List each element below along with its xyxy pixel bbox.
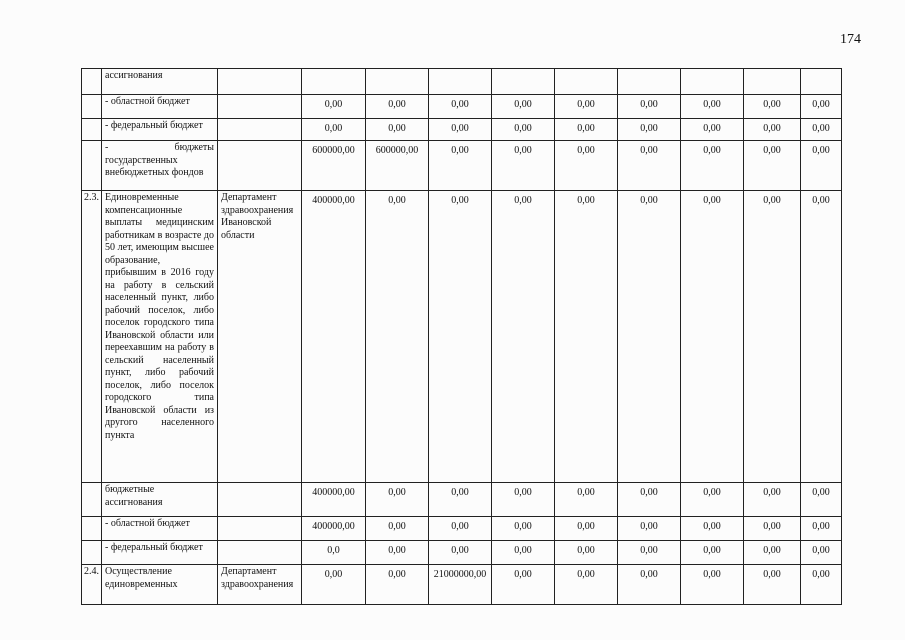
value-cell: 0,00 bbox=[555, 565, 618, 605]
value-cell bbox=[429, 69, 492, 95]
row-label-cell: - федеральный бюджет bbox=[102, 541, 218, 565]
table-row bbox=[82, 191, 842, 483]
value-cell bbox=[681, 69, 744, 95]
value-cell: 0,00 bbox=[801, 483, 842, 517]
department-cell: Департамент здравоохранения bbox=[218, 565, 302, 605]
value-cell: 0,00 bbox=[618, 119, 681, 141]
table-row bbox=[82, 141, 842, 191]
value-cell: 0,00 bbox=[618, 141, 681, 191]
row-number-cell: 2.4. bbox=[82, 565, 102, 605]
value-cell: 0,00 bbox=[429, 517, 492, 541]
row-label-cell: ассигнования bbox=[102, 69, 218, 95]
value-cell: 0,00 bbox=[366, 565, 429, 605]
value-cell: 0,00 bbox=[618, 541, 681, 565]
value-cell: 0,00 bbox=[492, 191, 555, 483]
table-row bbox=[82, 483, 842, 517]
value-cell: 0,00 bbox=[618, 191, 681, 483]
value-cell: 0,00 bbox=[801, 541, 842, 565]
value-cell: 0,00 bbox=[801, 191, 842, 483]
value-cell: 0,00 bbox=[555, 141, 618, 191]
table-row bbox=[82, 517, 842, 541]
budget-table bbox=[81, 68, 842, 605]
department-cell bbox=[218, 483, 302, 517]
department-cell bbox=[218, 541, 302, 565]
value-cell: 0,00 bbox=[801, 141, 842, 191]
value-cell: 0,00 bbox=[366, 191, 429, 483]
value-cell: 0,00 bbox=[429, 191, 492, 483]
value-cell: 0,00 bbox=[555, 517, 618, 541]
value-cell: 0,00 bbox=[681, 517, 744, 541]
value-cell: 0,00 bbox=[681, 95, 744, 119]
value-cell: 0,00 bbox=[492, 565, 555, 605]
row-number-cell bbox=[82, 483, 102, 517]
value-cell: 0,00 bbox=[744, 119, 801, 141]
row-number-cell bbox=[82, 541, 102, 565]
value-cell: 0,00 bbox=[555, 119, 618, 141]
value-cell bbox=[302, 69, 366, 95]
department-cell bbox=[218, 95, 302, 119]
value-cell: 0,00 bbox=[492, 517, 555, 541]
value-cell: 0,00 bbox=[618, 95, 681, 119]
value-cell: 600000,00 bbox=[366, 141, 429, 191]
value-cell: 0,00 bbox=[366, 483, 429, 517]
value-cell: 0,00 bbox=[744, 565, 801, 605]
row-number-cell bbox=[82, 141, 102, 191]
value-cell: 0,00 bbox=[429, 95, 492, 119]
value-cell: 0,00 bbox=[681, 483, 744, 517]
value-cell: 0,00 bbox=[492, 483, 555, 517]
value-cell bbox=[366, 69, 429, 95]
value-cell bbox=[801, 69, 842, 95]
row-number-cell: 2.3. bbox=[82, 191, 102, 483]
value-cell: 0,00 bbox=[555, 191, 618, 483]
value-cell: 0,00 bbox=[366, 95, 429, 119]
value-cell: 0,00 bbox=[366, 541, 429, 565]
value-cell: 0,00 bbox=[366, 119, 429, 141]
department-cell bbox=[218, 141, 302, 191]
value-cell: 0,00 bbox=[618, 517, 681, 541]
table-row bbox=[82, 119, 842, 141]
value-cell: 0,00 bbox=[555, 541, 618, 565]
value-cell: 0,00 bbox=[744, 191, 801, 483]
row-label-cell: - областной бюджет bbox=[102, 95, 218, 119]
value-cell: 0,00 bbox=[801, 517, 842, 541]
value-cell: 0,00 bbox=[744, 483, 801, 517]
department-cell bbox=[218, 69, 302, 95]
value-cell: 0,00 bbox=[681, 141, 744, 191]
value-cell: 0,00 bbox=[492, 95, 555, 119]
value-cell: 0,00 bbox=[618, 483, 681, 517]
row-number-cell bbox=[82, 119, 102, 141]
value-cell: 0,00 bbox=[681, 541, 744, 565]
row-number-cell bbox=[82, 69, 102, 95]
table-row bbox=[82, 95, 842, 119]
value-cell: 0,0 bbox=[302, 541, 366, 565]
table-row bbox=[82, 541, 842, 565]
value-cell: 400000,00 bbox=[302, 191, 366, 483]
value-cell: 0,00 bbox=[492, 141, 555, 191]
row-label-cell: - областной бюджет bbox=[102, 517, 218, 541]
value-cell: 0,00 bbox=[429, 483, 492, 517]
table-row bbox=[82, 69, 842, 95]
value-cell: 21000000,00 bbox=[429, 565, 492, 605]
row-number-cell bbox=[82, 95, 102, 119]
value-cell: 0,00 bbox=[555, 483, 618, 517]
value-cell: 0,00 bbox=[744, 517, 801, 541]
value-cell: 0,00 bbox=[429, 141, 492, 191]
value-cell: 0,00 bbox=[801, 565, 842, 605]
value-cell: 0,00 bbox=[429, 119, 492, 141]
value-cell bbox=[744, 69, 801, 95]
value-cell bbox=[618, 69, 681, 95]
table-row bbox=[82, 565, 842, 605]
value-cell bbox=[492, 69, 555, 95]
value-cell: 0,00 bbox=[302, 565, 366, 605]
value-cell: 0,00 bbox=[366, 517, 429, 541]
row-label-cell: - федеральный бюджет bbox=[102, 119, 218, 141]
value-cell: 0,00 bbox=[618, 565, 681, 605]
value-cell: 0,00 bbox=[302, 119, 366, 141]
department-cell bbox=[218, 119, 302, 141]
value-cell: 0,00 bbox=[801, 119, 842, 141]
row-label-cell: Единовременные компенсационные выплаты медицинским работникам в возрасте до 50 лет, имеющим высшее образование, прибывшим в 2016 году на работу в сельский населенный пункт, либо рабочий поселок, либо поселок городского типа Ивановской области или переехавшим на работу в сельский населенный пункт, либо рабочий поселок, либо поселок городского типа Ивановской области из другого населенного пункта bbox=[102, 191, 218, 483]
value-cell: 400000,00 bbox=[302, 517, 366, 541]
value-cell: 0,00 bbox=[429, 541, 492, 565]
value-cell: 600000,00 bbox=[302, 141, 366, 191]
value-cell: 0,00 bbox=[744, 141, 801, 191]
value-cell: 0,00 bbox=[681, 119, 744, 141]
value-cell: 0,00 bbox=[744, 541, 801, 565]
value-cell: 0,00 bbox=[302, 95, 366, 119]
row-label-cell: Осуществление единовременных bbox=[102, 565, 218, 605]
department-cell bbox=[218, 517, 302, 541]
table-body bbox=[82, 69, 842, 605]
value-cell: 0,00 bbox=[555, 95, 618, 119]
value-cell: 0,00 bbox=[492, 541, 555, 565]
department-cell: Департамент здравоохранения Ивановской области bbox=[218, 191, 302, 483]
row-number-cell bbox=[82, 517, 102, 541]
value-cell bbox=[555, 69, 618, 95]
value-cell: 0,00 bbox=[492, 119, 555, 141]
value-cell: 0,00 bbox=[681, 565, 744, 605]
value-cell: 0,00 bbox=[744, 95, 801, 119]
row-label-cell: - бюджеты государственных внебюджетных фондов bbox=[102, 141, 218, 191]
budget-table-wrapper bbox=[81, 68, 841, 605]
value-cell: 0,00 bbox=[681, 191, 744, 483]
page-number: 174 bbox=[840, 32, 861, 47]
row-label-cell: бюджетные ассигнования bbox=[102, 483, 218, 517]
value-cell: 0,00 bbox=[801, 95, 842, 119]
value-cell: 400000,00 bbox=[302, 483, 366, 517]
